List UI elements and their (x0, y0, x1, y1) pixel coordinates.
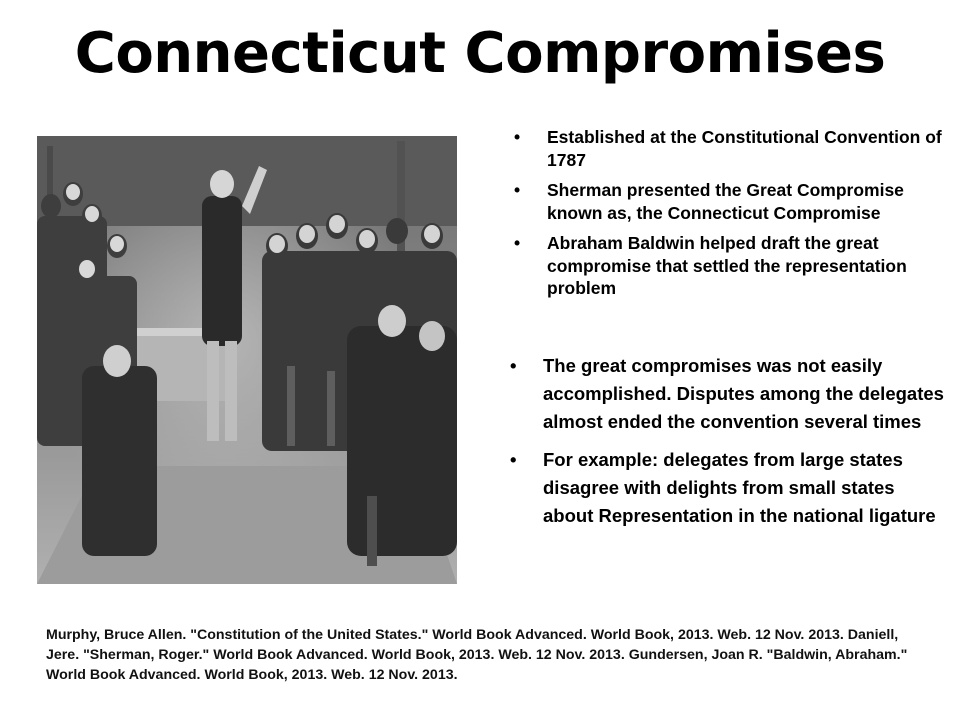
bullet-item (514, 179, 952, 224)
bullet-list-top (514, 126, 952, 308)
slide-title: Connecticut Compromises (74, 21, 886, 86)
bullet-item (510, 352, 948, 436)
bullet-glyph: • (514, 180, 521, 200)
bullet-text: The great compromises was not easily accomplished. Disputes among the delegates almost ended the convention several times (543, 355, 944, 432)
bullet-item (514, 232, 952, 300)
bullet-text: Established at the Constitutional Convention of 1787 (547, 127, 942, 170)
bullet-text: Sherman presented the Great Compromise known as, the Connecticut Compromise (547, 180, 904, 223)
bullet-glyph: • (514, 127, 521, 147)
bullet-item (514, 126, 952, 171)
bullet-glyph: • (514, 233, 521, 253)
bullet-list-bottom (510, 352, 948, 540)
bullet-text: For example: delegates from large states disagree with delights from small states about Representation in the national ligature (543, 449, 936, 526)
citation-text: Murphy, Bruce Allen. "Constitution of the United States." World Book Advanced. World Book, 2013. Web. 12 Nov. 2013. Daniell, Jere. "Sherman, Roger." World Book Advanced. World Book, 2013. Web. 12 Nov. 2013. Gundersen, Joan R. "Baldwin, Abraham." World Book Advanced. World Book, 2013. Web. 12 Nov. 2013. (46, 627, 908, 683)
bullet-glyph: • (510, 355, 517, 376)
convention-painting (37, 136, 457, 584)
bullet-text: Abraham Baldwin helped draft the great compromise that settled the representation problem (547, 233, 907, 298)
bullet-item (510, 446, 948, 530)
bullet-glyph: • (510, 449, 517, 470)
